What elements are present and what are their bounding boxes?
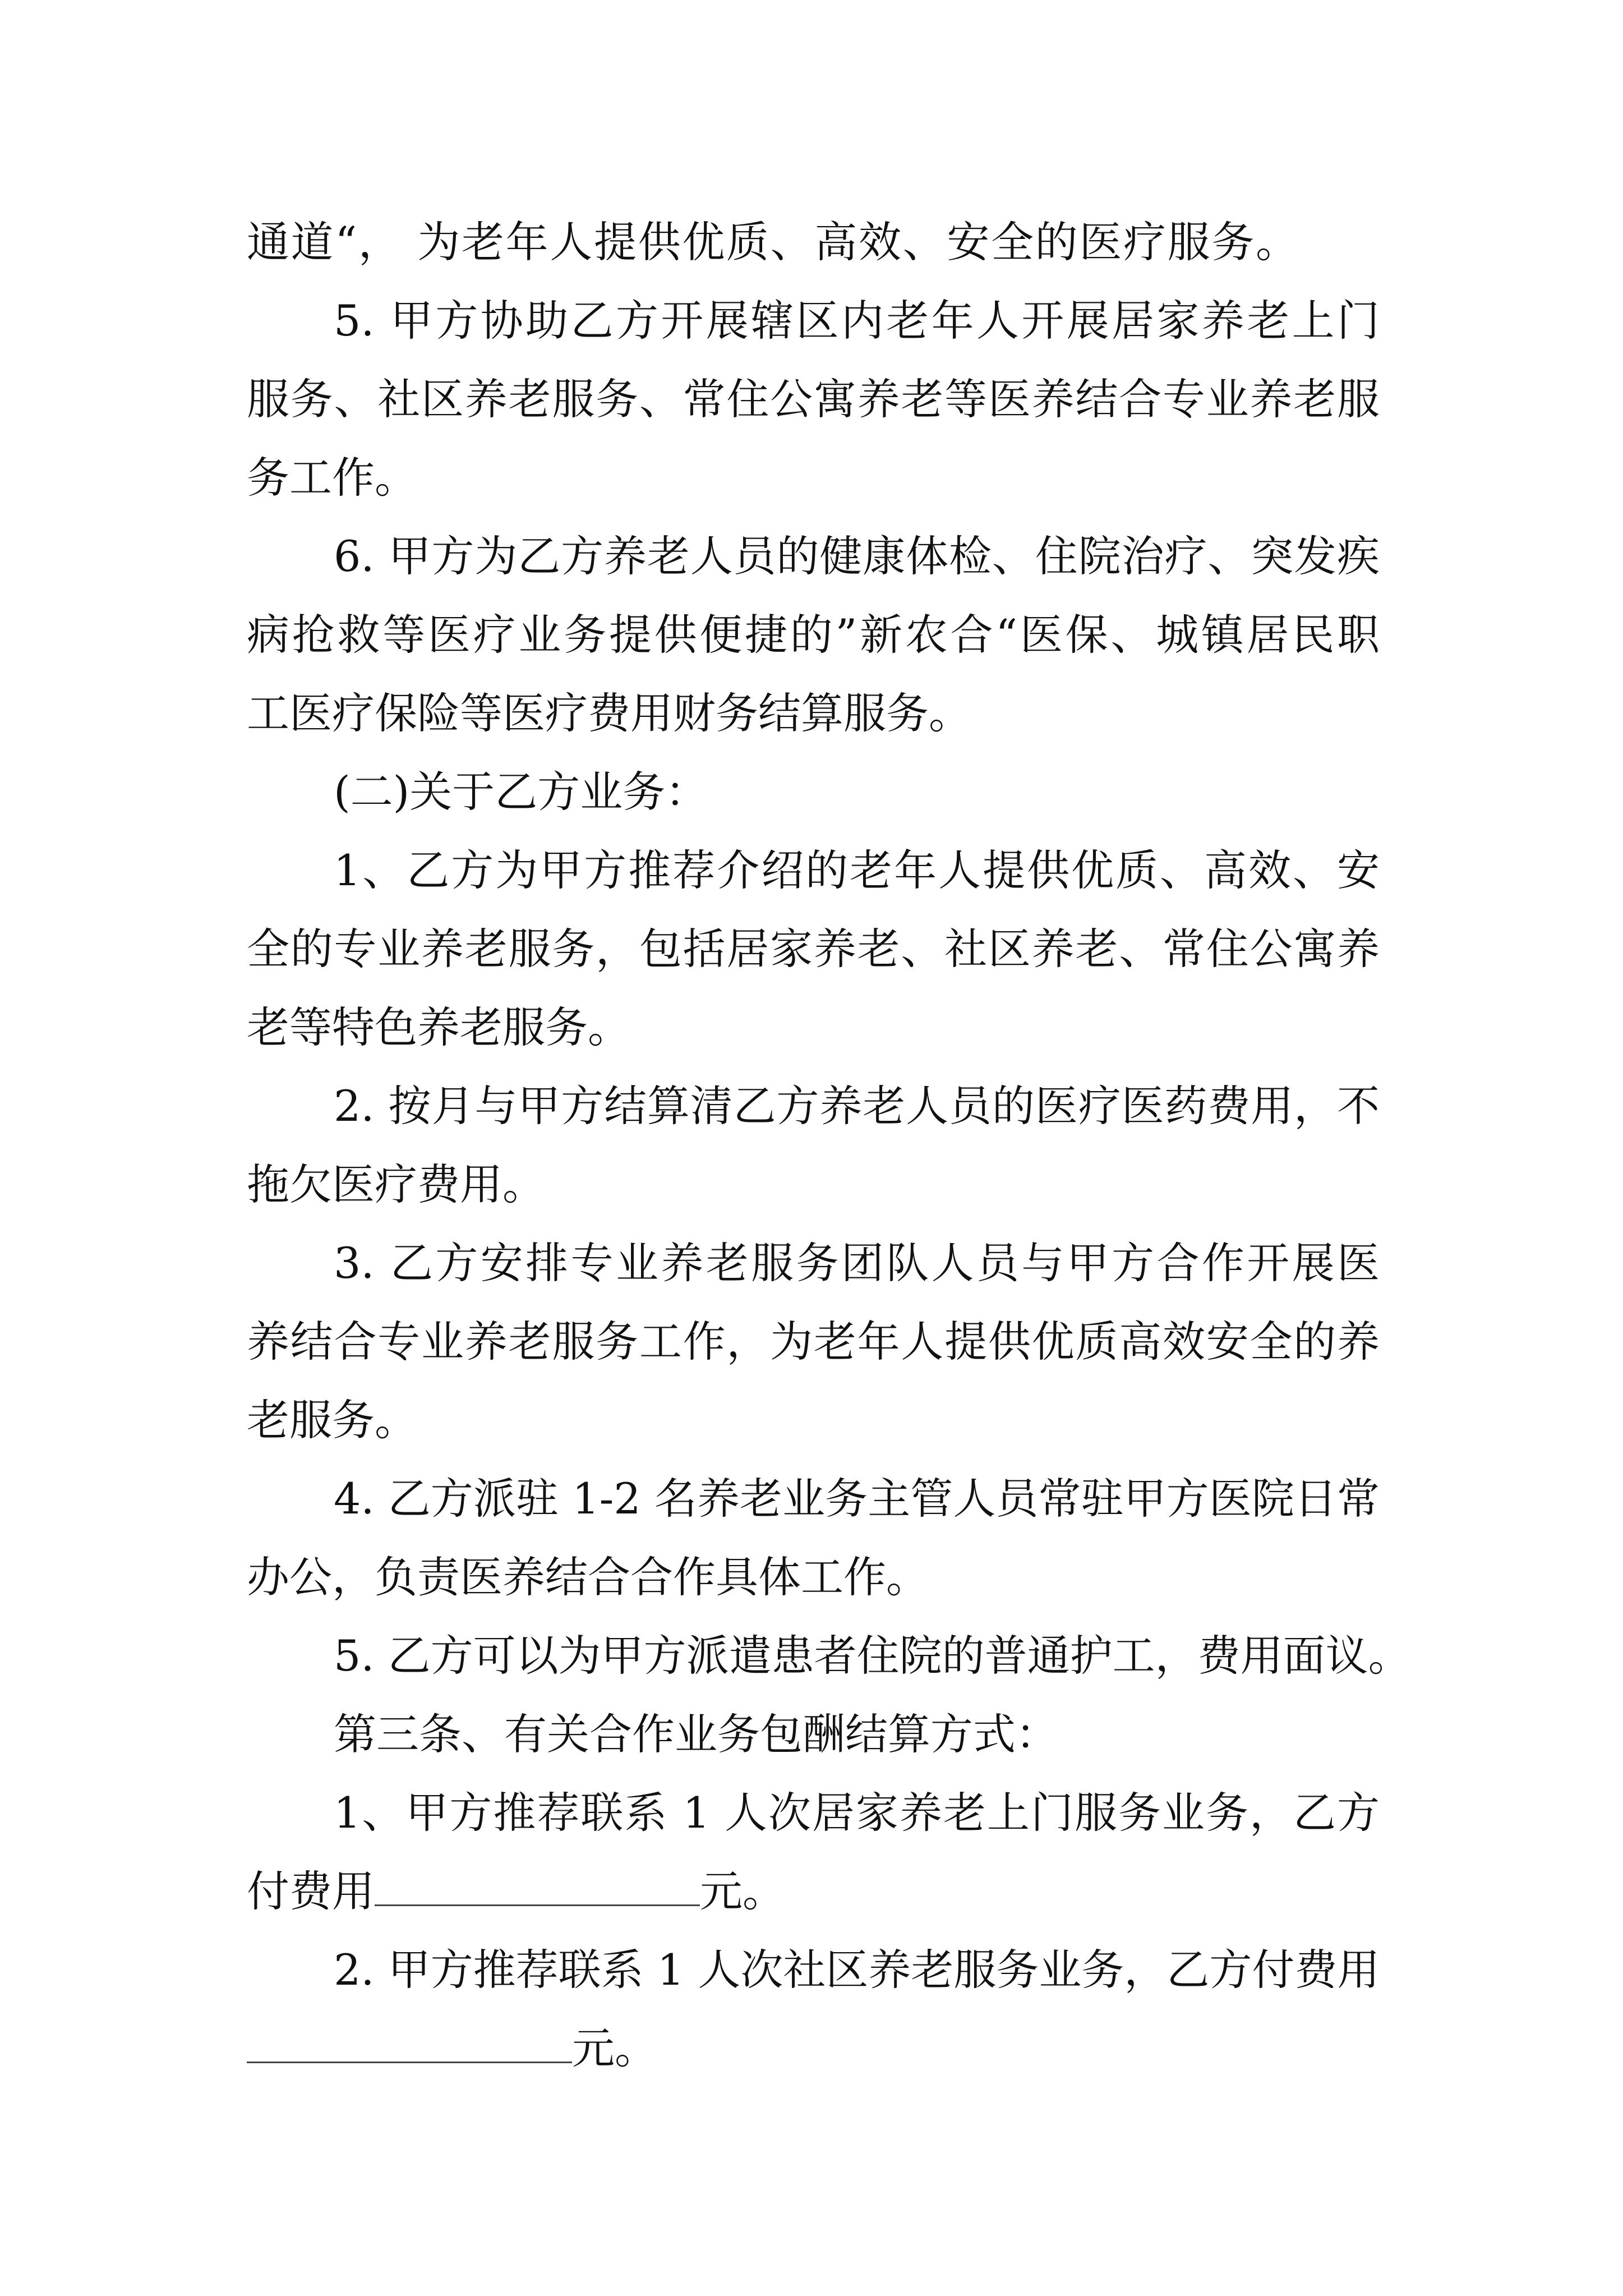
paragraph-line: 3. 乙方安排专业养老服务团队人员与甲方合作开展医 <box>334 1238 1380 1288</box>
paragraph-line: 全的专业养老服务，包括居家养老、社区养老、常住公寓养 <box>247 924 1380 974</box>
paragraph-line: 1、甲方推荐联系 1 人次居家养老上门服务业务，乙方 <box>334 1788 1380 1838</box>
paragraph-line: 4. 乙方派驻 1-2 名养老业务主管人员常驻甲方医院日常 <box>334 1474 1380 1524</box>
paragraph-line: 养结合专业养老服务工作，为老年人提供优质高效安全的养 <box>247 1317 1380 1366</box>
paragraph-line: 6. 甲方为乙方养老人员的健康体检、住院治疗、突发疾 <box>334 531 1380 581</box>
paragraph-line: 老等特色养老服务。 <box>247 1002 630 1052</box>
fee-line <box>247 1852 785 1931</box>
paragraph-line: 通道“， 为老年人提供优质、高效、安全的医疗服务。 <box>247 217 1298 267</box>
fee-blank-line <box>375 1864 700 1906</box>
article-heading: 第三条、有关合作业务包酬结算方式： <box>334 1709 1058 1759</box>
paragraph-line: 1、乙方为甲方推荐介绍的老年人提供优质、高效、安 <box>334 845 1380 895</box>
paragraph-line: 拖欠医疗费用。 <box>247 1159 545 1209</box>
paragraph-line: 工医疗保险等医疗费用财务结算服务。 <box>247 688 971 738</box>
paragraph-line: 2. 按月与甲方结算清乙方养老人员的医疗医药费用，不 <box>334 1081 1380 1131</box>
paragraph-line: 务工作。 <box>247 453 417 503</box>
paragraph-line: 办公，负责医养结合合作具体工作。 <box>247 1552 929 1602</box>
paragraph-line: 2. 甲方推荐联系 1 人次社区养老服务业务，乙方付费用 <box>334 1945 1380 1995</box>
paragraph-line: 5. 甲方协助乙方开展辖区内老年人开展居家养老上门 <box>334 296 1380 346</box>
fee-line <box>247 2009 657 2088</box>
currency-unit: 元。 <box>572 2023 657 2073</box>
currency-unit: 元。 <box>700 1866 785 1916</box>
paragraph-line: 5. 乙方可以为甲方派遣患者住院的普通护工，费用面议。 <box>334 1631 1411 1681</box>
section-heading: (二)关于乙方业务： <box>334 767 708 817</box>
paragraph-line: 服务、社区养老服务、常住公寓养老等医养结合专业养老服 <box>247 374 1380 424</box>
paragraph-line: 病抢救等医疗业务提供便捷的”新农合“医保、城镇居民职 <box>247 610 1380 660</box>
fee-blank-line <box>247 2021 572 2063</box>
paragraph-line: 老服务。 <box>247 1395 417 1445</box>
fee-label: 付费用 <box>247 1866 375 1916</box>
